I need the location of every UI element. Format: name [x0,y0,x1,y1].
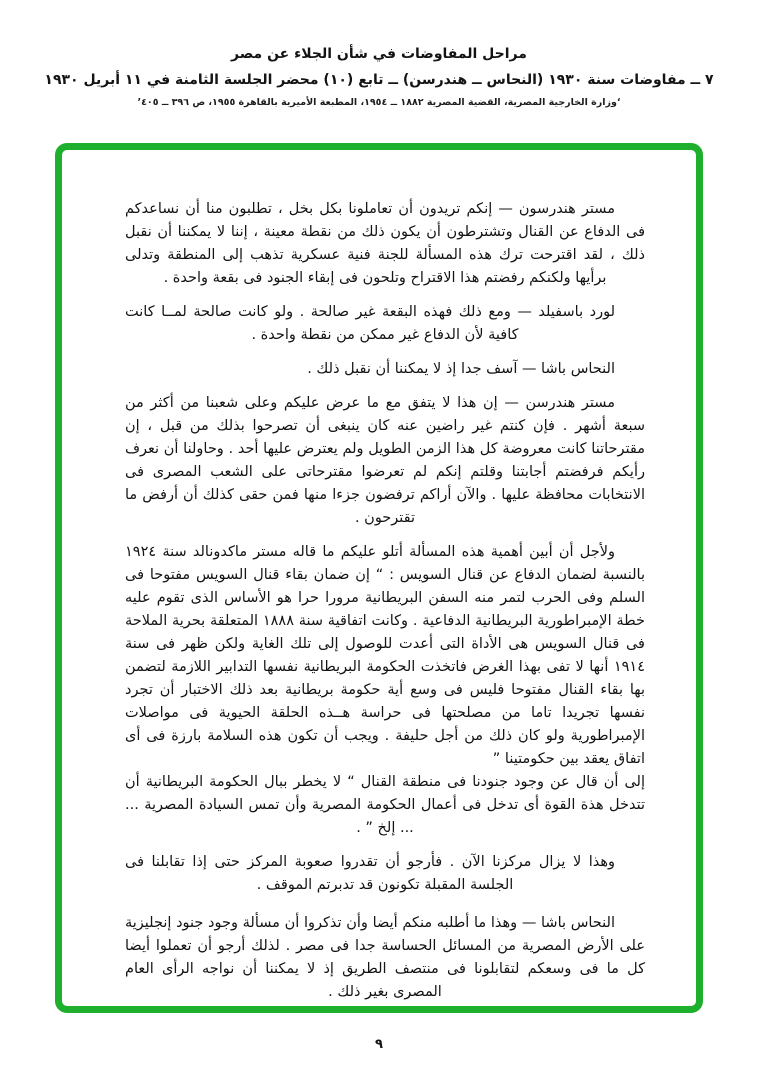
document-subtitle: ٧ ــ مفاوضات سنة ١٩٣٠ (النحاس ــ هندرسن) ــ تابع (١٠) محضر الجلسة الثامنة في ١١ أبريل ١٩٣٠ [44,72,714,88]
paragraph-quote-continuation: إلى أن قال عن وجود جنودنا فى منطقة القنال “ لا يخطر ببال الحكومة البريطانية أن تتدخل هذة القوة أى تدخل فى أعمال الحكومة المصرية وأن تمس السيادة المصرية ... ... إلخ ” . [125,774,645,836]
paragraph-henderson-2: مستر هندرسن — إن هذا لا يتفق مع ما عرض عليكم وعلى شعبنا من أكثر من سبعة أشهر . فإن كنتم غير راضين عنه كان ينبغى أن تصرحوا بذلك من قبل ، إن مقترحاتنا كانت معروضة كل هذا الزمن الطويل ولم يعترض عليها أحد . وحاولنا أن نعرف رأيكم فرفضتم أجابتنا وقلتم إنكم لم تعرضوا مقترحاتى على الشعب المصرى فى الانتخابات محافظة عليها . والآن أراكم ترفضون جزءا منها فمن حقى كذلك أن أرفض ما تقترحون . [125,395,645,526]
document-body-text [125,198,645,1015]
paragraph-lord-passfield: لورد باسفيلد — ومع ذلك فهذه البقعة غير صالحة . ولو كانت صالحة لمــا كانت كافية لأن الدفاع غير ممكن من نقطة واحدة . [125,304,615,343]
paragraph-nahhas-pasha-1: النحاس باشا — آسف جدا إذ لا يمكننا أن نقبل ذلك . [307,361,615,377]
page-number: ٩ [375,1037,383,1052]
paragraph-nahhas-pasha-2: النحاس باشا — وهذا ما أطلبه منكم أيضا وأن تذكروا أن مسألة وجود جنود إنجليزية على الأرض المصرية من المسائل الحساسة جدا فى مصر . لذلك أرجو أن تعملوا أيضا كل ما فى وسعكم لتقابلونا فى منتصف الطريق إذ لا يمكننا أن نواجه الرأى العام المصرى بغير ذلك . [125,915,645,1000]
document-source-citation: ‘وزارة الخارجية المصرية، القضية المصرية ١٨٨٢ ــ ١٩٥٤، المطبعة الأميرية بالقاهرة ١٩٥٥، ص ٣٩٦ ــ ٤٠٥’ [137,97,621,108]
paragraph-henderson-closing: وهذا لا يزال مركزنا الآن . فأرجو أن تقدروا صعوبة المركز حتى إذا تقابلنا فى الجلسة المقبلة تكونون قد تدبرتم الموقف . [125,854,615,893]
document-title: مراحل المفاوضات في شأن الجلاء عن مصر [231,46,527,62]
document-header [0,46,758,108]
paragraph-macdonald-quote: ولأجل أن أبين أهمية هذه المسألة أتلو عليكم ما قاله مستر ماكدونالد سنة ١٩٢٤ بالنسبة لضمان الدفاع عن قنال السويس : “ إن ضمان بقاء قنال السويس مفتوحا فى السلم وفى الحرب لتمر منه السفن البريطانية مرورا حرا هو الأساس الذى تقوم عليه خطة الإمبراطورية البريطانية الدفاعية . وكانت اتفاقية سنة ١٨٨٨ المتعلقة بحرية الملاحة فى قنال السويس هى الأداة التى أعدت للوصول إلى تلك الغاية ولكن ظهر فى سنة ١٩١٤ أنها لا تفى بهذا الغرض فاتخذت الحكومة البريطانية نفسها التدابير اللازمة لتضمن بها بقاء القنال مفتوحا فليس فى وسع أية حكومة بريطانية بعد ذلك الاختبار أن تجرد نفسها تجريدا تاما من مصلحتها فى حراسة هــذه الحلقة الحيوية فى مواصلات الإمبراطورية ولو كان ذلك من أجل حليفة . ويجب أن تكون هذه السلامة بارزة فى أى اتفاق يعقد بين حكومتينا ” [125,544,645,767]
paragraph-henderson-1: مستر هندرسون — إنكم تريدون أن تعاملونا بكل بخل ، تطلبون منا أن نساعدكم فى الدفاع عن القنال وتشترطون أن يكون ذلك من نقطة معينة ، إننا لا يمكننا أن نقبل ذلك ، لقد اقترحت ترك هذه المسألة للجنة فنية عسكرية تذهب إلى المنطقة وتدلى برأيها ولكنكم رفضتم هذا الاقتراح وتلحون فى إبقاء الجنود فى بقعة واحدة . [125,201,645,286]
